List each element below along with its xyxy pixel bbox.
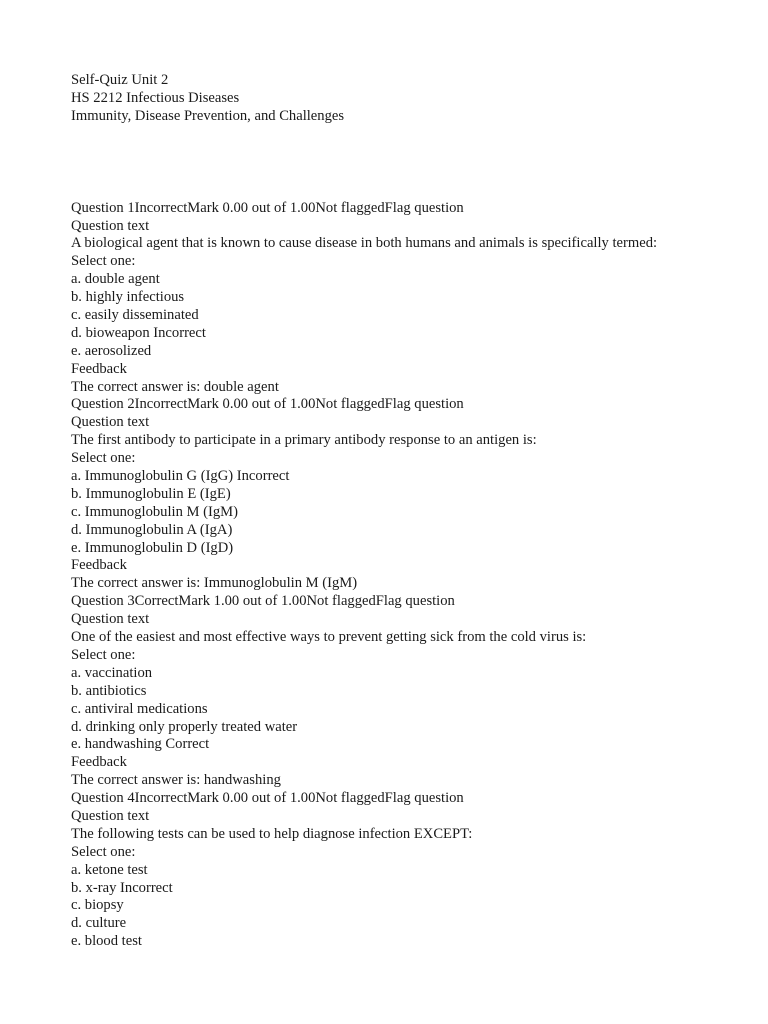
answer-option: a. vaccination [71, 664, 153, 681]
question-block-4 [71, 790, 748, 951]
document-page [71, 72, 748, 951]
document-header [71, 72, 748, 126]
select-one-label: Select one: [71, 646, 136, 663]
answer-option: b. Immunoglobulin E (IgE) [71, 485, 231, 502]
question-text-label: Question text [71, 414, 150, 431]
answer-option: e. handwashing Correct [71, 736, 210, 753]
answer-option: d. Immunoglobulin A (IgA) [71, 521, 233, 538]
answer-option: e. blood test [71, 933, 142, 950]
answer-option: a. ketone test [71, 861, 148, 878]
answer-option: e. aerosolized [71, 342, 152, 359]
answer-option: b. antibiotics [71, 682, 147, 699]
select-one-label: Select one: [71, 843, 136, 860]
question-status-line: Question 3CorrectMark 1.00 out of 1.00Not flaggedFlag question [71, 593, 455, 610]
correct-answer-text: The correct answer is: handwashing [71, 772, 281, 789]
question-prompt: The first antibody to participate in a primary antibody response to an antigen is: [71, 432, 537, 449]
question-prompt: The following tests can be used to help diagnose infection EXCEPT: [71, 825, 473, 842]
answer-option: d. culture [71, 915, 127, 932]
answer-option: e. Immunoglobulin D (IgD) [71, 539, 234, 556]
answer-option: b. highly infectious [71, 289, 185, 306]
feedback-label: Feedback [71, 754, 127, 771]
question-status-line: Question 1IncorrectMark 0.00 out of 1.00Not flaggedFlag question [71, 199, 464, 216]
unit-subtitle: Immunity, Disease Prevention, and Challenges [71, 107, 345, 124]
answer-option: d. bioweapon Incorrect [71, 324, 206, 341]
answer-option: c. easily disseminated [71, 307, 199, 324]
question-text-label: Question text [71, 611, 150, 628]
quiz-title: Self-Quiz Unit 2 [71, 72, 169, 88]
answer-option: a. Immunoglobulin G (IgG) Incorrect [71, 468, 290, 485]
question-prompt: One of the easiest and most effective ways to prevent getting sick from the cold virus is: [71, 629, 587, 646]
feedback-label: Feedback [71, 360, 127, 377]
feedback-label: Feedback [71, 557, 127, 574]
question-text-label: Question text [71, 217, 150, 234]
question-status-line: Question 2IncorrectMark 0.00 out of 1.00Not flaggedFlag question [71, 396, 464, 413]
answer-option: d. drinking only properly treated water [71, 718, 298, 735]
question-status-line: Question 4IncorrectMark 0.00 out of 1.00Not flaggedFlag question [71, 790, 464, 807]
answer-option: a. double agent [71, 271, 160, 288]
correct-answer-text: The correct answer is: double agent [71, 378, 279, 395]
select-one-label: Select one: [71, 253, 136, 270]
course-name: HS 2212 Infectious Diseases [71, 89, 240, 106]
question-prompt: A biological agent that is known to cause disease in both humans and animals is specifically termed: [71, 235, 658, 252]
question-text-label: Question text [71, 807, 150, 824]
answer-option: b. x-ray Incorrect [71, 879, 173, 896]
question-block-1 [71, 200, 748, 397]
question-block-3 [71, 593, 748, 790]
answer-option: c. Immunoglobulin M (IgM) [71, 503, 239, 520]
select-one-label: Select one: [71, 450, 136, 467]
correct-answer-text: The correct answer is: Immunoglobulin M (IgM) [71, 575, 358, 592]
answer-option: c. antiviral medications [71, 700, 208, 717]
answer-option: c. biopsy [71, 897, 124, 914]
question-block-2 [71, 396, 748, 593]
